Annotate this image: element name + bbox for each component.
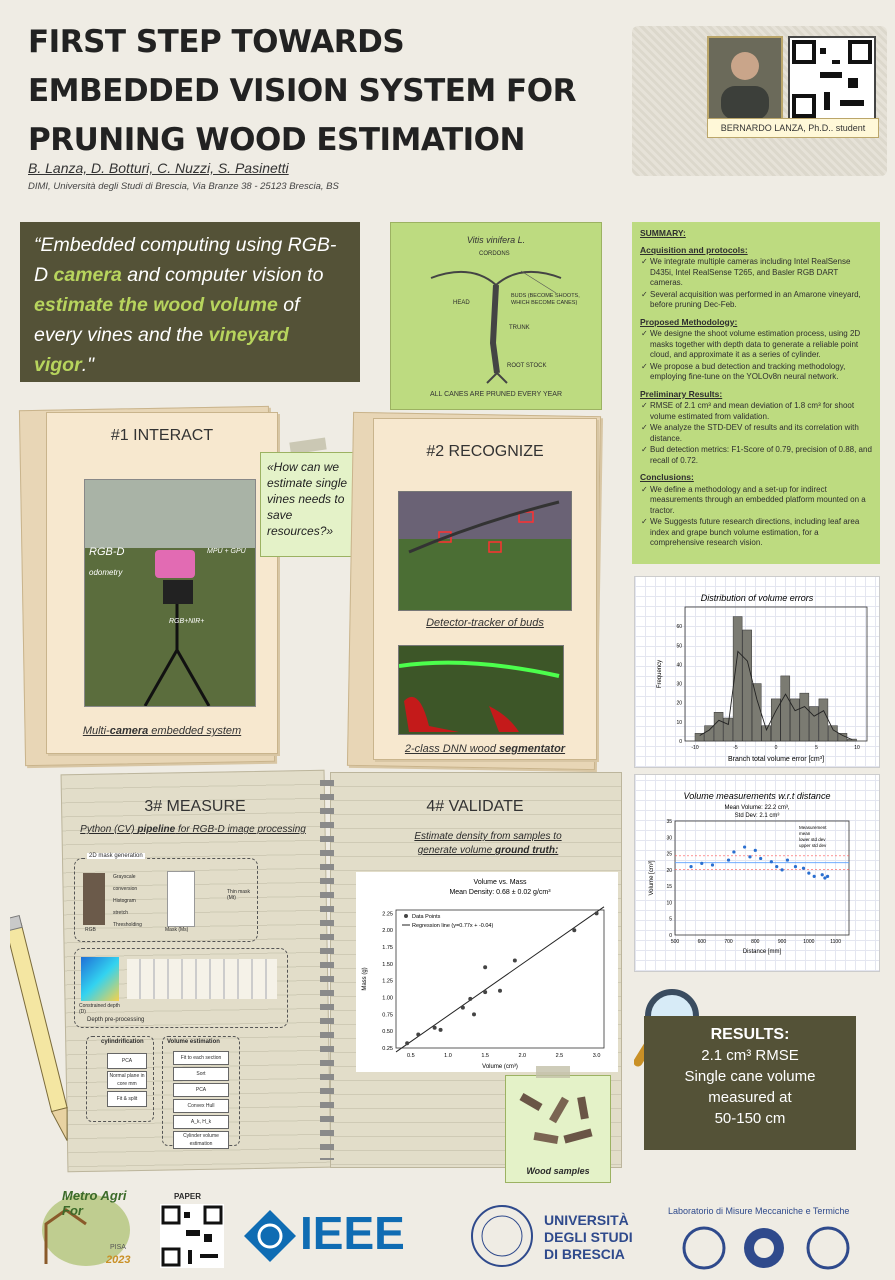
interact-card xyxy=(46,412,278,754)
x-tick-label: 900 xyxy=(777,939,787,945)
vitis-diagram xyxy=(390,222,602,410)
data-point xyxy=(807,872,810,875)
x-tick-label: 1.5 xyxy=(481,1053,489,1059)
university-seal-icon xyxy=(470,1204,534,1268)
measure-heading: 3# MEASURE xyxy=(144,798,246,815)
caption-bold: segmentator xyxy=(499,743,566,755)
data-point xyxy=(748,855,751,858)
legend-entry: upper std dev xyxy=(799,843,827,848)
summary-heading: SUMMARY: xyxy=(640,228,686,238)
y-tick-label: 1.25 xyxy=(382,978,393,985)
y-tick-label: 50 xyxy=(676,643,682,650)
caption-bold: camera xyxy=(109,725,149,737)
data-point xyxy=(472,1012,476,1016)
mask-thumb xyxy=(167,871,195,927)
summary-item: ✓ We integrate multiple cameras including Intel RealSense D435i, Intel RealSense T265, and Basler RGB DART cameras. xyxy=(650,257,872,289)
chart-subtitle: Mean Density: 0.68 ± 0.02 g/cm³ xyxy=(449,889,551,896)
caption-part: Multi- xyxy=(82,725,110,737)
step-item: Fit to each section xyxy=(173,1051,229,1065)
step-item: Normal plane in core mm xyxy=(107,1071,147,1089)
step-item: Thresholding xyxy=(113,922,142,928)
subtitle-part: for RGB-D image processing xyxy=(175,824,306,835)
y-tick-label: 15 xyxy=(666,884,672,891)
histogram-bar xyxy=(809,707,818,741)
section-title: Conclusions: xyxy=(640,472,694,482)
badge-name: BERNARDO LANZA, Ph.D.. student xyxy=(707,118,879,138)
y-tick-label: 60 xyxy=(676,624,682,631)
section-title: Proposed Methodology: xyxy=(640,316,738,327)
step-item: PCA xyxy=(173,1083,229,1097)
results-line: 2.1 cm³ RMSE xyxy=(701,1047,799,1064)
segmentation-overlay xyxy=(399,646,563,734)
step-item: Fit & split xyxy=(107,1091,147,1107)
data-point xyxy=(483,965,487,969)
title-line-1: FIRST STEP TOWARDS xyxy=(28,24,405,60)
data-point xyxy=(498,989,502,993)
validate-heading: 4# VALIDATE xyxy=(426,798,524,815)
bud-detection-photo xyxy=(398,491,572,611)
y-tick-label: 40 xyxy=(676,662,682,669)
y-tick-label: 0.50 xyxy=(382,1029,393,1036)
quote-text: ." xyxy=(81,354,95,376)
step-item: PCA xyxy=(107,1053,147,1069)
summary-panel xyxy=(632,222,880,564)
logo-word: Agri xyxy=(100,1188,127,1203)
data-point xyxy=(754,849,757,852)
histogram-bar xyxy=(781,676,790,741)
subtitle-bold: pipeline xyxy=(137,824,176,835)
y-tick-label: 0.25 xyxy=(382,1046,393,1052)
data-point xyxy=(439,1028,443,1032)
wood-pieces-illustration xyxy=(506,1076,610,1156)
notebook-spiral xyxy=(320,780,334,1160)
x-tick-label: -5 xyxy=(733,745,738,751)
data-point xyxy=(468,997,472,1001)
caption-part: 2-class DNN wood xyxy=(404,743,500,755)
y-tick-label: 10 xyxy=(676,719,682,726)
depth-box xyxy=(74,948,288,1028)
summary-section xyxy=(640,389,872,467)
ieee-diamond-icon xyxy=(242,1208,298,1264)
paper-qr-code[interactable] xyxy=(160,1204,224,1268)
authors: B. Lanza, D. Botturi, C. Nuzzi, S. Pasinetti xyxy=(28,160,289,176)
tripod-illustration xyxy=(85,480,255,706)
recognize-caption-2 xyxy=(374,743,596,755)
section-title: Acquisition and protocols: xyxy=(640,244,748,255)
lab-logo-icon xyxy=(808,1228,848,1268)
data-point xyxy=(433,1026,437,1030)
x-tick-label: 600 xyxy=(697,939,706,945)
data-point xyxy=(513,958,517,962)
histogram-bar xyxy=(752,684,761,741)
logo-word: Metro xyxy=(62,1188,98,1203)
results-line: 50-150 cm xyxy=(714,1110,786,1127)
x-tick-label: 10 xyxy=(854,745,860,751)
box-label: Depth pre-processing xyxy=(87,1017,145,1023)
data-point xyxy=(461,1006,465,1010)
legend-entry: lower std dev xyxy=(799,837,826,842)
subtitle-part: Estimate density from samples to generate volume xyxy=(414,831,562,856)
y-tick-label: 30 xyxy=(666,835,672,842)
step-item: A_k, H_k xyxy=(173,1115,229,1129)
histogram-bar xyxy=(705,726,714,741)
y-tick-label: 30 xyxy=(676,681,682,688)
y-tick-label: 1.75 xyxy=(382,945,393,952)
lab-logos xyxy=(680,1224,860,1272)
x-tick-label: 1.0 xyxy=(444,1053,452,1059)
label-cordons: CORDONS xyxy=(479,251,510,257)
step-item: Histogram stretch xyxy=(113,898,136,916)
interact-caption xyxy=(47,725,277,737)
chart-title: Distribution of volume errors xyxy=(700,593,814,603)
chart-title: Volume measurements w.r.t distance xyxy=(683,791,831,801)
chart-subtitle: Mean Volume: 22.2 cm³, xyxy=(724,805,790,811)
data-point xyxy=(732,850,735,853)
x-tick-label: 500 xyxy=(670,939,680,945)
depth-thumb xyxy=(81,957,119,1001)
x-tick-label: 700 xyxy=(724,939,733,945)
y-tick-label: 35 xyxy=(666,819,672,825)
data-point xyxy=(689,865,692,868)
label-rgbd: RGB-D xyxy=(89,546,125,558)
legend-entry: mean xyxy=(799,831,811,836)
data-point xyxy=(780,868,783,871)
box-label: Volume estimation xyxy=(167,1039,220,1045)
x-tick-label: 1100 xyxy=(830,939,841,945)
volume-estimation-box xyxy=(162,1036,240,1146)
data-point xyxy=(700,862,703,865)
label-odometry: odometry xyxy=(89,568,123,577)
legend-marker xyxy=(404,914,408,918)
x-tick-label: 3.0 xyxy=(592,1053,601,1059)
quote-highlight: estimate the wood volume xyxy=(34,294,278,316)
thumb-label: Constrained depth (D) xyxy=(79,1003,120,1015)
legend-entry: Data Points xyxy=(412,914,441,920)
summary-section xyxy=(640,472,872,549)
data-point xyxy=(821,873,824,876)
lab-logo-icon xyxy=(684,1228,724,1268)
data-point xyxy=(775,865,778,868)
sticky-label: Wood samples xyxy=(526,1166,590,1176)
data-point xyxy=(405,1041,409,1045)
step-item: Cylinder volume estimation xyxy=(173,1131,229,1149)
y-tick-label: 1.00 xyxy=(382,995,393,1002)
logo-year: 2023 xyxy=(106,1254,131,1266)
data-point xyxy=(802,867,805,870)
label-rootstock: ROOT STOCK xyxy=(507,363,547,369)
data-point xyxy=(794,865,797,868)
mask-steps xyxy=(113,871,147,931)
data-point xyxy=(711,863,714,866)
summary-item: ✓ We analyze the STD-DEV of results and its correlation with distance. xyxy=(650,423,872,444)
histogram-bar xyxy=(819,699,828,741)
thumb-label: Thin mask (Mt) xyxy=(227,889,251,901)
x-tick-label: -10 xyxy=(691,745,699,751)
data-point xyxy=(743,845,746,848)
pencil-icon xyxy=(10,912,70,1152)
legend-entry: Regression line (y=0.77x + -0.04) xyxy=(412,923,494,929)
thumb-label: RGB xyxy=(85,927,96,933)
x-axis-label: Branch total volume error [cm³] xyxy=(727,756,825,763)
x-tick-label: 5 xyxy=(815,745,818,751)
measure-subtitle xyxy=(80,824,306,835)
vol-steps xyxy=(173,1051,229,1149)
logo-place: PISA xyxy=(110,1244,126,1251)
recognize-caption-1: Detector-tracker of buds xyxy=(426,617,544,629)
recognize-card xyxy=(373,418,597,760)
logo-text xyxy=(62,1188,146,1218)
mask-generation-box xyxy=(74,853,258,942)
thumb-label: Mask (Ms) xyxy=(165,927,189,933)
question-note: «How can we estimate single vines needs to save resources?» xyxy=(260,452,355,557)
y-tick-label: 10 xyxy=(666,900,672,907)
caption-part: embedded system xyxy=(148,725,242,737)
label-rgb-nir: RGB+NIR+ xyxy=(169,618,205,625)
error-histogram xyxy=(634,576,880,768)
summary-item: ✓ We define a methodology and a set-up for indirect measurements through an embedded platform mounted on a tractor. xyxy=(650,485,872,517)
validate-subtitle xyxy=(400,830,576,858)
label-mpu: MPU + GPU xyxy=(207,548,246,555)
x-tick-label: 0 xyxy=(774,745,778,751)
paper-label: PAPER xyxy=(174,1192,201,1201)
histogram-bar xyxy=(800,693,809,741)
qr-code-author[interactable] xyxy=(788,36,876,122)
univ-line: DI BRESCIA xyxy=(544,1246,625,1262)
y-tick-label: 25 xyxy=(666,851,672,858)
y-tick-label: 1.50 xyxy=(382,961,393,968)
interact-heading: #1 INTERACT xyxy=(110,427,214,444)
y-axis-label: Frequency xyxy=(657,659,663,689)
histogram-bar xyxy=(724,718,733,741)
step-item: Sort xyxy=(173,1067,229,1081)
x-axis-label: Volume (cm³) xyxy=(482,1064,518,1070)
summary-section xyxy=(640,245,872,311)
univ-line: UNIVERSITÀ xyxy=(544,1212,629,1228)
univ-line: DEGLI STUDI xyxy=(544,1229,633,1245)
subtitle-part: Python (CV) xyxy=(80,824,138,835)
recognize-heading: #2 RECOGNIZE xyxy=(426,443,544,460)
distance-chart xyxy=(634,774,880,972)
summary-item: ✓ Bud detection metrics: F1-Score of 0.79, precision of 0.88, and recall of 0.72. xyxy=(650,445,872,466)
affiliation: DIMI, Università degli Studi di Brescia, Via Branze 38 - 25123 Brescia, BS xyxy=(28,181,339,192)
summary-item: ✓ Several acquisition was performed in an Amarone vineyard, before pruning Dec-Feb. xyxy=(650,290,872,311)
title-line-2: EMBEDDED VISION SYSTEM FOR xyxy=(28,73,576,109)
label-trunk: TRUNK xyxy=(509,325,530,331)
histogram-bar xyxy=(828,726,837,741)
person-icon xyxy=(709,38,781,120)
y-axis-label: Volume [cm³] xyxy=(649,860,655,896)
y-tick-label: 0 xyxy=(679,739,682,745)
data-point xyxy=(572,928,576,932)
y-tick-label: 20 xyxy=(676,700,682,707)
quote-text: of every vines and the xyxy=(34,294,300,346)
quote-box xyxy=(20,222,360,382)
qr-icon xyxy=(790,38,874,120)
results-line: measured at xyxy=(708,1089,792,1106)
cylindrification-box xyxy=(86,1036,154,1122)
label-head: HEAD xyxy=(453,300,470,306)
quote-highlight: camera xyxy=(53,264,122,286)
box-label: 2D mask generation xyxy=(89,853,143,859)
step-item: Grayscale conversion xyxy=(113,874,138,892)
segmentation-photo xyxy=(398,645,564,735)
summary-item: ✓ RMSE of 2.1 cm³ and mean deviation of 1.8 cm³ for shoot volume estimated from validation. xyxy=(650,401,872,422)
data-point xyxy=(759,857,762,860)
section-title: Preliminary Results: xyxy=(640,388,723,399)
x-axis-label: Distance [mm] xyxy=(742,949,782,955)
density-chart xyxy=(356,872,618,1072)
detection-boxes xyxy=(399,492,571,610)
cyl-steps xyxy=(107,1053,147,1107)
results-title: RESULTS: xyxy=(710,1026,790,1043)
data-point xyxy=(823,876,826,879)
camera-rig-photo xyxy=(84,479,256,707)
y-axis-label: Mass (g) xyxy=(362,967,368,991)
results-line: Single cane volume xyxy=(684,1068,816,1085)
histogram-bar xyxy=(695,733,704,741)
label-buds: BUDS (BECOME SHOOTS, WHICH BECOME CANES) xyxy=(511,293,580,306)
y-tick-label: 5 xyxy=(669,916,672,923)
quote-text: “Embedded computing using RGB-D xyxy=(34,234,337,286)
lab-name: Laboratorio di Misure Meccaniche e Termiche xyxy=(668,1206,850,1216)
data-point xyxy=(727,858,730,861)
y-tick-label: 0.75 xyxy=(382,1012,393,1019)
y-tick-label: 20 xyxy=(666,867,672,874)
y-tick-label: 2.25 xyxy=(382,911,393,918)
university-name xyxy=(544,1212,633,1263)
wood-samples-note xyxy=(505,1075,611,1183)
quote-text: and computer vision to xyxy=(121,264,324,286)
legend-entry: Measurement xyxy=(799,825,827,830)
data-point xyxy=(813,875,816,878)
histogram-bar xyxy=(743,630,752,741)
step-item: Convex Hull xyxy=(173,1099,229,1113)
data-point xyxy=(595,911,599,915)
ieee-logo-text: IEEE xyxy=(300,1207,405,1259)
x-tick-label: 2.0 xyxy=(518,1053,527,1059)
chart-title: Volume vs. Mass xyxy=(473,879,527,886)
x-tick-label: 1000 xyxy=(803,939,815,945)
histogram-bar xyxy=(714,712,723,741)
tape xyxy=(536,1066,570,1078)
title-line-3: PRUNING WOOD ESTIMATION xyxy=(28,122,525,158)
logo-word: For xyxy=(62,1203,83,1218)
data-point xyxy=(416,1033,420,1037)
vitis-footer: ALL CANES ARE PRUNED EVERY YEAR xyxy=(429,391,562,398)
data-point xyxy=(826,875,829,878)
summary-item: ✓ We designe the shoot volume estimation process, using 2D masks together with depth data to generate a reliable point cloud, and approximate it as a series of cylinder. xyxy=(650,329,872,361)
rgb-thumb xyxy=(83,873,105,925)
results-box xyxy=(644,1016,856,1150)
x-tick-label: 2.5 xyxy=(555,1053,564,1059)
poster-title xyxy=(28,18,628,165)
data-point xyxy=(786,858,789,861)
x-tick-label: 800 xyxy=(751,939,760,945)
y-tick-label: 0 xyxy=(669,933,672,939)
y-tick-label: 2.00 xyxy=(382,928,393,935)
summary-item: ✓ We Suggests future research directions, including leaf area index and grape bunch volume estimation, for a comprehensive research vision. xyxy=(650,517,872,549)
summary-item: ✓ We propose a bud detection and tracking methodology, employing fine-tune on the YOLOv8n neural network. xyxy=(650,362,872,383)
x-tick-label: 0.5 xyxy=(407,1053,415,1059)
summary-section xyxy=(640,317,872,383)
subtitle-bold: ground truth: xyxy=(494,845,559,856)
chart-subtitle: Std Dev: 2.1 cm³ xyxy=(734,813,780,819)
box-label: cylindrification xyxy=(101,1039,144,1045)
data-point xyxy=(770,860,773,863)
vitis-title: Vitis vinifera L. xyxy=(466,235,526,245)
metroagrifor-logo xyxy=(26,1184,146,1274)
quote-highlight: vineyard vigor xyxy=(34,324,289,376)
author-photo xyxy=(707,36,783,122)
data-point xyxy=(483,990,487,994)
depth-pipeline xyxy=(127,959,277,999)
